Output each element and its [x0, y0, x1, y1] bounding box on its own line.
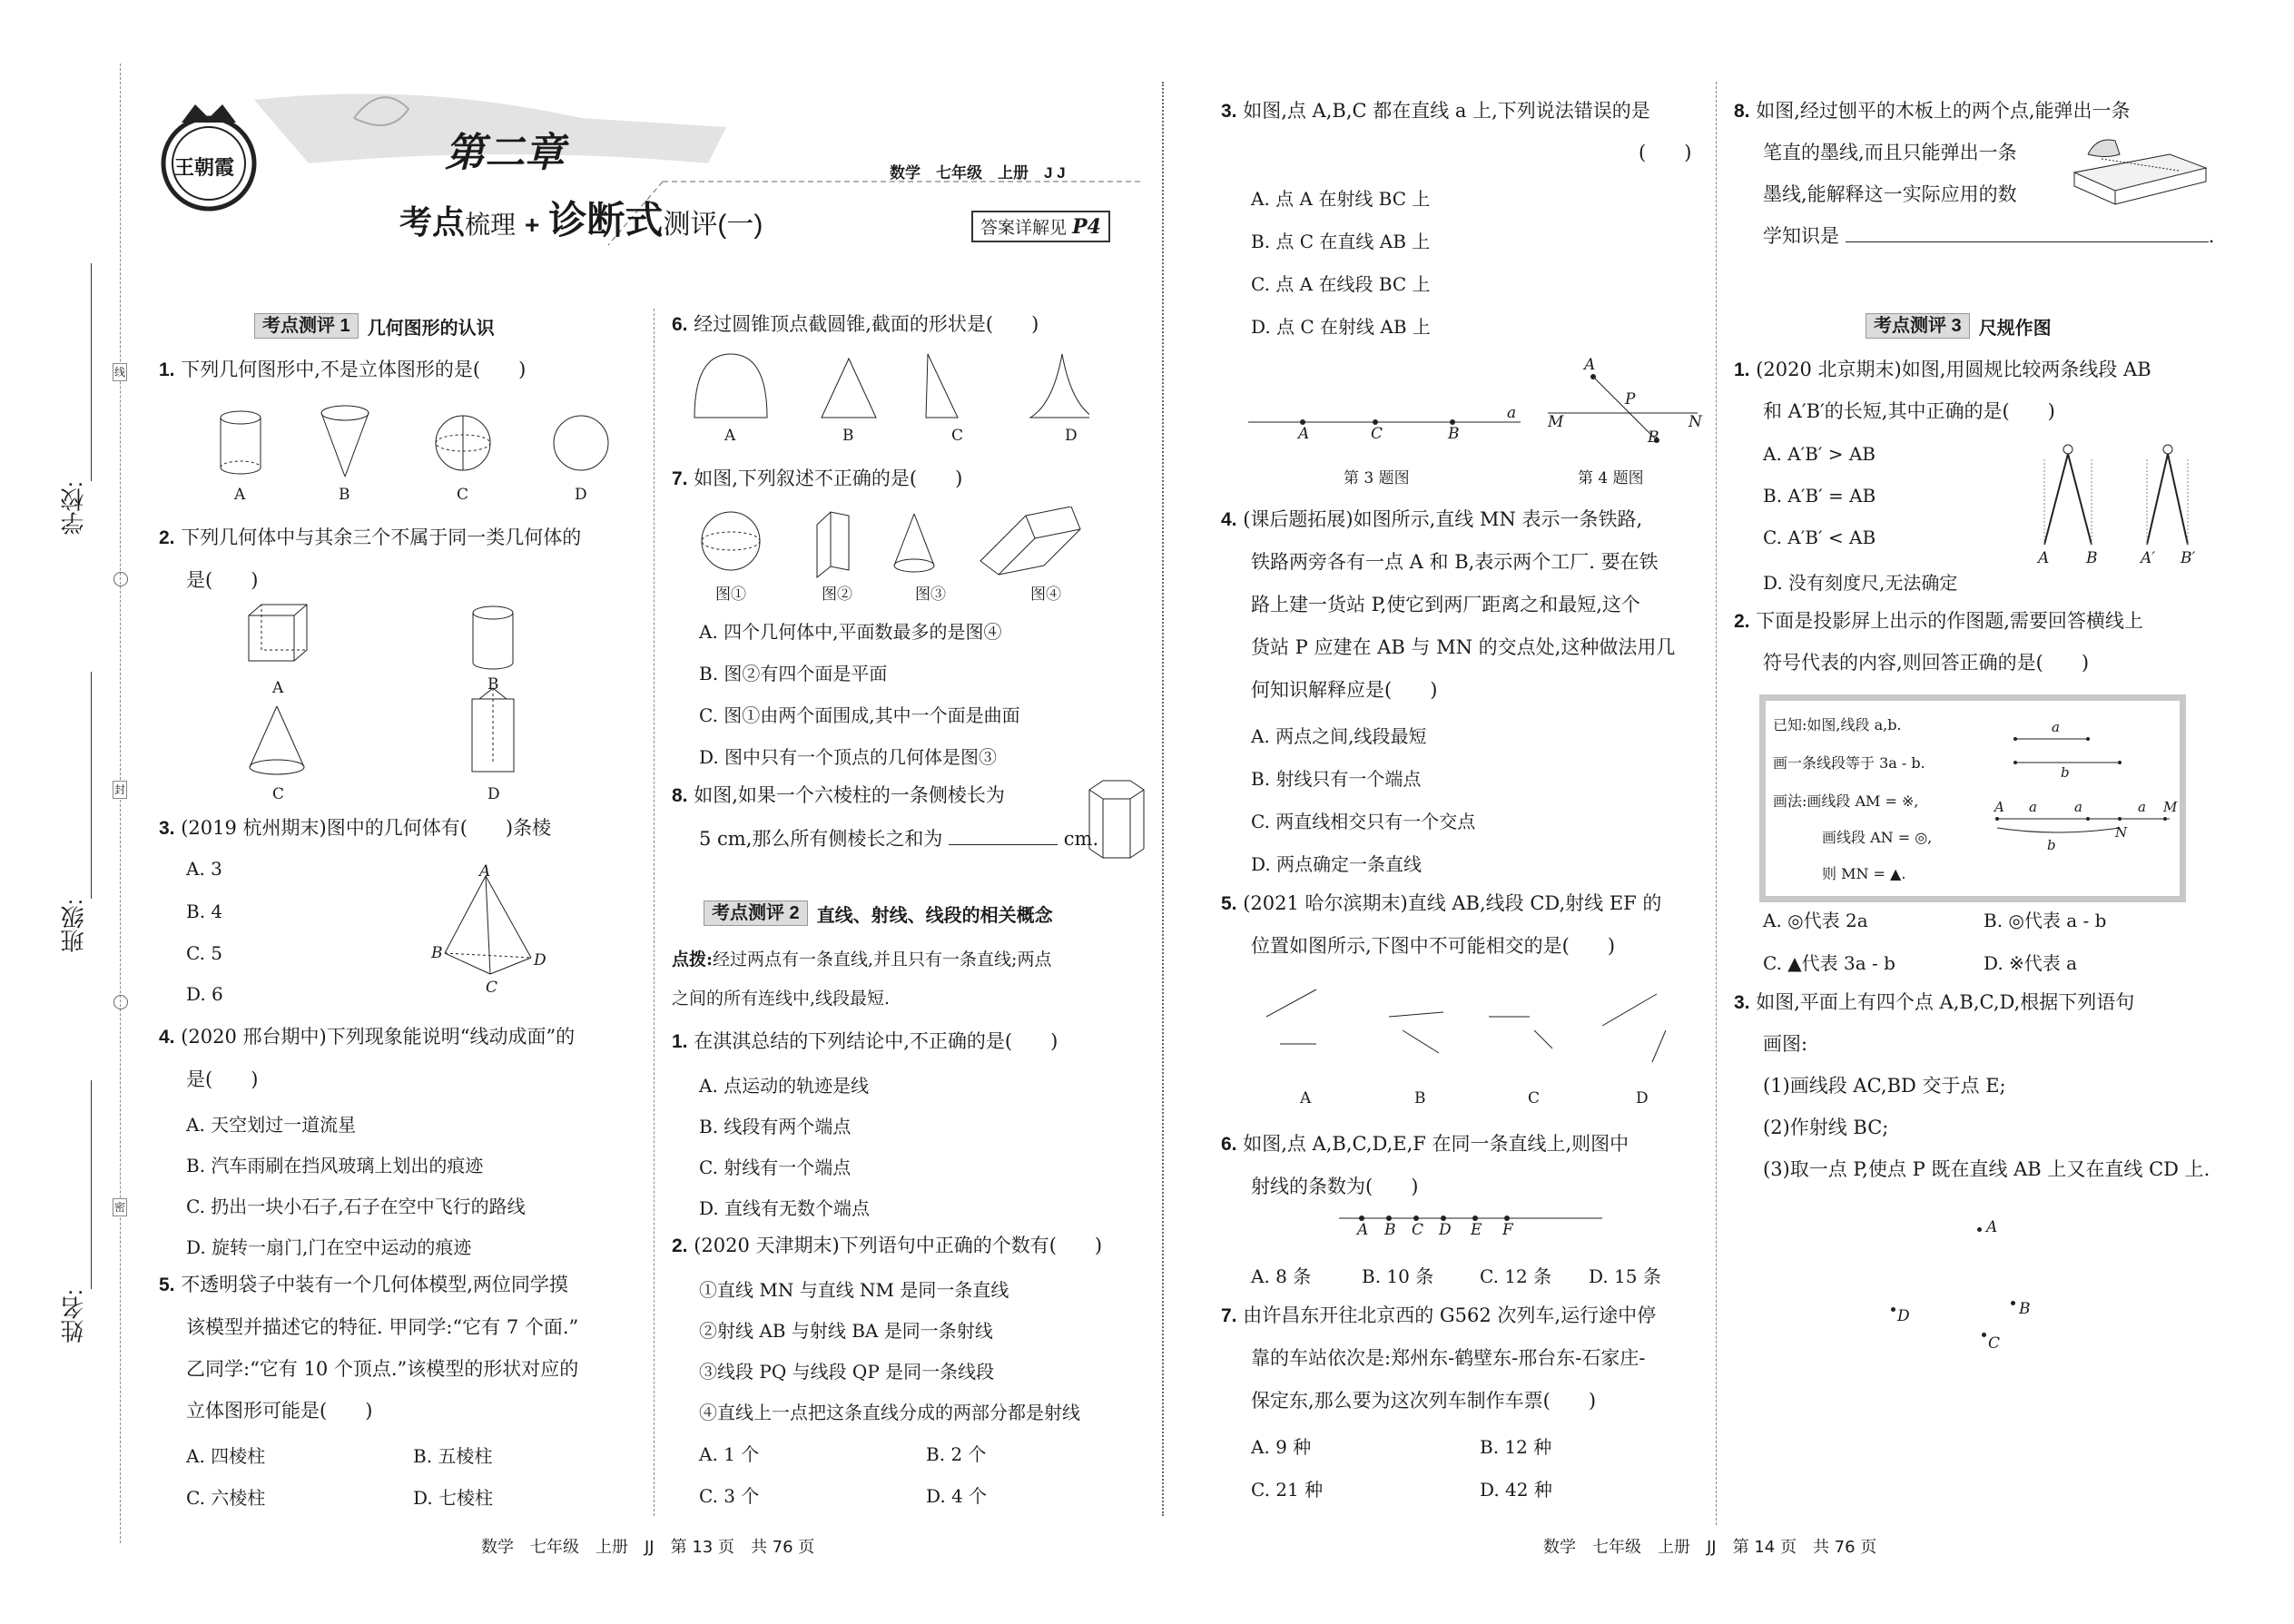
s2-q4-caption: 第 4 题图: [1578, 469, 1644, 487]
title-part2: 梳理: [465, 211, 517, 239]
s3-q1-pt-b: B: [2086, 549, 2098, 567]
s2-q4-line1: [1221, 508, 1642, 531]
s2-q8-num: 8.: [1734, 101, 1750, 122]
s2-q3-paren: ( ): [1639, 142, 1692, 163]
s3-q2-box-line3: 画法:画线段 AM = ※,: [1773, 792, 1919, 810]
s2-tip-label: 点拨:: [672, 950, 714, 969]
s2-q3-pt-line: a: [1507, 404, 1517, 422]
title-plus: +: [525, 211, 540, 239]
answer-ref-label: 答案详解见: [980, 218, 1068, 238]
s2-q3-pt-c: C: [1371, 425, 1383, 443]
column-divider-2: [1716, 82, 1717, 1525]
name-label: 姓名:: [60, 1289, 87, 1343]
s2-q6-opt-c[interactable]: C. 12 条: [1480, 1265, 1552, 1287]
footer-left: 数学 七年级 上册 JJ 第 13 页 共 76 页: [481, 1538, 815, 1557]
s1-q3-pt-d: D: [534, 951, 546, 969]
s2-q5-line2: 位置如图所示,下图中不可能相交的是( ): [1251, 935, 1616, 957]
s1-q1-label-c: C: [457, 486, 469, 504]
s3-q2-seg-a1: a: [2029, 799, 2037, 815]
s1-q2-num: 2.: [159, 527, 175, 548]
s1-q4-line2: 是( ): [186, 1068, 259, 1090]
s3-q1-pt-a2: A′: [2141, 549, 2156, 567]
s2-q2-num: 2.: [672, 1235, 688, 1256]
section3-heading: [1866, 313, 2052, 339]
title-part4: 测评(一): [663, 210, 763, 240]
s1-q8-text2b: cm.: [1063, 828, 1099, 850]
s2-q6-pt-e: E: [1471, 1221, 1482, 1239]
s2-q4-opt-a[interactable]: A. 两点之间,线段最短: [1251, 725, 1427, 747]
s3-q3-text1: 如图,平面上有四个点 A,B,C,D,根据下列语句: [1756, 991, 2135, 1013]
s2-q7-line1: [1221, 1304, 1656, 1327]
s1-q5-opt-d[interactable]: D. 七棱柱: [413, 1487, 494, 1509]
s2-q6-pt-a: A: [1357, 1221, 1369, 1239]
s1-q3-pt-a: A: [479, 862, 491, 881]
s1-q4-opt-d[interactable]: D. 旋转一扇门,门在空中运动的痕迹: [186, 1236, 472, 1258]
s1-q2-label-b: B: [487, 675, 499, 694]
s3-q2-projection-box: [1759, 694, 2186, 902]
s3-q1-opt-a[interactable]: A. A′B′ > AB: [1763, 443, 1876, 465]
s1-q6-label-a: A: [724, 427, 736, 445]
s1-q4-opt-c[interactable]: C. 扔出一块小石子,石子在空中飞行的路线: [186, 1196, 526, 1217]
s3-q2-line2: 符号代表的内容,则回答正确的是( ): [1763, 652, 2090, 674]
school-blank: [91, 263, 92, 481]
s1-q6-label-d: D: [1065, 427, 1078, 445]
s2-q2-opt-a[interactable]: A. 1 个: [699, 1443, 760, 1465]
s2-q8-line4: 学知识是 .: [1763, 225, 2215, 247]
s1-q1-label-b: B: [339, 486, 350, 504]
s3-q3-pt-b: B: [2019, 1300, 2031, 1318]
s1-q2-label-c: C: [272, 785, 285, 803]
s1-q8-line1: [672, 784, 1005, 807]
subject-tags: 数学 七年级 上册 J J: [890, 164, 1066, 182]
s2-q2-opt-d[interactable]: D. 4 个: [926, 1485, 988, 1507]
class-label: 班级:: [60, 899, 87, 953]
s1-q2-line2: 是( ): [186, 569, 259, 591]
s3-q2-seg-pt-m: M: [2163, 799, 2178, 815]
s3-q2-seg-a-top: a: [2052, 719, 2060, 735]
s1-q3-pt-b: B: [431, 944, 443, 962]
s1-q4-num: 4.: [159, 1027, 175, 1048]
s1-q8-line2: [699, 828, 1098, 850]
s2-q4-line4: 货站 P 应建在 AB 与 MN 的交点处,这种做法用几: [1251, 636, 1676, 658]
s1-q5-line3: 乙同学:“它有 10 个顶点.”该模型的形状对应的: [186, 1358, 579, 1380]
s1-q2-label-a: A: [272, 679, 284, 697]
s1-q1-text: 下列几何图形中,不是立体图形的是( ): [181, 359, 527, 380]
s1-q3-text: (2019 杭州期末)图中的几何体有( )条棱: [181, 817, 552, 839]
s1-q3: [159, 817, 551, 840]
s2-q2-item2: ②射线 AB 与射线 BA 是同一条射线: [699, 1320, 993, 1342]
s3-q2-num: 2.: [1734, 611, 1750, 632]
s2-q4-opt-d[interactable]: D. 两点确定一条直线: [1251, 853, 1423, 875]
s2-q3-opt-d[interactable]: D. 点 C 在射线 AB 上: [1251, 316, 1431, 338]
title-part1: 考点: [399, 203, 466, 241]
s2-q2-item4: ④直线上一点把这条直线分成的两部分都是射线: [699, 1402, 1080, 1423]
s3-q3-line2: 画图:: [1763, 1033, 1808, 1055]
s2-q1-text: 在淇淇总结的下列结论中,不正确的是( ): [694, 1030, 1058, 1052]
s1-q2-text1: 下列几何体中与其余三个不属于同一类几何体的: [181, 527, 582, 548]
s2-q5-num: 5.: [1221, 893, 1237, 914]
s1-q4-opt-b[interactable]: B. 汽车雨刷在挡风玻璃上划出的痕迹: [186, 1155, 484, 1176]
s2-q8-line2: 笔直的墨线,而且只能弹出一条: [1763, 142, 2017, 163]
s3-q2-box-segments: [1993, 728, 2174, 846]
s3-q3-line5: (3)取一点 P,使点 P 既在直线 AB 上又在直线 CD 上.: [1763, 1158, 2210, 1180]
s2-q2-text: (2020 天津期末)下列语句中正确的个数有( ): [694, 1235, 1103, 1256]
s2-q8-text4: 学知识是: [1763, 225, 1839, 247]
s2-q3-opt-a[interactable]: A. 点 A 在射线 BC 上: [1251, 188, 1431, 210]
s2-q5-text1: (2021 哈尔滨期末)直线 AB,线段 CD,射线 EF 的: [1243, 892, 1662, 914]
section1-badge: 考点测评 1: [254, 313, 359, 339]
s2-q4-line3: 路上建一货站 P,使它到两厂距离之和最短,这个: [1251, 594, 1640, 615]
s3-q2-seg-a3: a: [2138, 799, 2146, 815]
s2-q4-opt-c[interactable]: C. 两直线相交只有一个交点: [1251, 811, 1476, 832]
s1-q8-hexprism: [1080, 776, 1162, 867]
s2-q8-line1: [1734, 100, 2131, 123]
chapter-title: 第二章: [445, 131, 565, 175]
s2-q6-pt-c: C: [1412, 1221, 1424, 1239]
page-title: [399, 191, 763, 245]
s2-q6-pt-b: B: [1384, 1221, 1396, 1239]
s2-q6-opt-a[interactable]: A. 8 条: [1251, 1265, 1312, 1287]
s1-q7: [672, 468, 962, 490]
s3-q2-box-line1: 已知:如图,线段 a,b.: [1773, 716, 1902, 733]
s3-q2-seg-pt-a: A: [1994, 799, 2004, 815]
s1-q3-opt-b[interactable]: B. 4: [186, 901, 223, 922]
s1-q2-figures: [236, 599, 563, 790]
s2-q5-figures: [1262, 976, 1698, 1067]
s1-q4-line1: [159, 1026, 575, 1048]
s2-q4-pt-b: B: [1648, 428, 1659, 447]
s2-q7-text1: 由许昌东开往北京西的 G562 次列车,运行途中停: [1243, 1304, 1657, 1326]
s1-q3-opt-a[interactable]: A. 3: [186, 858, 222, 880]
class-blank: [91, 672, 92, 899]
s1-q8-text2a: 5 cm,那么所有侧棱长之和为: [699, 828, 943, 850]
s3-q2-box-line2: 画一条线段等于 3a - b.: [1773, 754, 1925, 772]
s1-q7-opt-c[interactable]: C. 图①由两个面围成,其中一个面是曲面: [699, 704, 1020, 726]
s2-q4-text1: (课后题拓展)如图所示,直线 MN 表示一条铁路,: [1243, 508, 1643, 530]
s2-q7-opt-b[interactable]: B. 12 种: [1480, 1436, 1552, 1458]
s3-q3-line1: [1734, 991, 2134, 1014]
s1-q6-label-c: C: [951, 427, 964, 445]
s1-q1-label-d: D: [575, 486, 587, 504]
s1-q7-figures: [699, 507, 1098, 579]
s2-q4-num: 4.: [1221, 509, 1237, 530]
s2-tip-line2: 之间的所有连线中,线段最短.: [672, 989, 891, 1009]
s2-q6-text1: 如图,点 A,B,C,D,E,F 在同一条直线上,则图中: [1243, 1133, 1629, 1155]
s3-q2-seg-a2: a: [2074, 799, 2082, 815]
logo-text: 王朝霞: [174, 156, 235, 180]
s1-q7-opt-a[interactable]: A. 四个几何体中,平面数最多的是图④: [699, 621, 1002, 643]
s3-q3-pt-a: A: [1986, 1218, 1998, 1236]
section3-badge: 考点测评 3: [1866, 313, 1970, 339]
s3-q1-line1: [1734, 359, 2151, 381]
section3-title: 尺规作图: [1978, 318, 2052, 339]
s1-q5-num: 5.: [159, 1275, 175, 1295]
s1-q2-line1: [159, 527, 581, 549]
s2-q6-line1: [1221, 1133, 1629, 1156]
seal-tag-2: 封: [113, 781, 127, 799]
s1-q7-fig1: 图①: [715, 586, 746, 604]
s1-q7-fig3: 图③: [915, 586, 946, 604]
s1-q2-label-d: D: [487, 785, 500, 803]
s2-q5-label-a: A: [1300, 1089, 1312, 1107]
s3-q1-num: 1.: [1734, 359, 1750, 380]
s3-q3-line4: (2)作射线 BC;: [1763, 1117, 1889, 1138]
s3-q2-seg-pt-n: N: [2115, 824, 2128, 841]
s1-q6-num: 6.: [672, 314, 688, 335]
s3-q3-point-d: [1891, 1307, 1895, 1312]
section2-title: 直线、射线、线段的相关概念: [816, 905, 1053, 926]
s1-q5-text1: 不透明袋子中装有一个几何体模型,两位同学摸: [181, 1274, 568, 1295]
s1-q7-opt-d[interactable]: D. 图中只有一个顶点的几何体是图③: [699, 746, 998, 768]
s2-q1-opt-b[interactable]: B. 线段有两个端点: [699, 1116, 852, 1137]
s1-q4-opt-a[interactable]: A. 天空划过一道流星: [186, 1114, 357, 1136]
s2-q4-line5: 何知识解释应是( ): [1251, 679, 1438, 701]
s2-tip1: 经过两点有一条直线,并且只有一条直线;两点: [713, 950, 1052, 969]
s2-tip-line1: [672, 950, 1051, 970]
section2-heading: [704, 901, 1053, 926]
s3-q1-compass-figs: [2033, 440, 2215, 558]
s1-q7-num: 7.: [672, 468, 688, 489]
s2-q3-pt-a: A: [1298, 425, 1310, 443]
s2-q5-label-c: C: [1528, 1089, 1541, 1107]
s2-q4-pt-n: N: [1689, 413, 1702, 431]
header: [145, 64, 1162, 254]
s2-q8-line3: 墨线,能解释这一实际应用的数: [1763, 183, 2017, 205]
s1-q3-opt-c[interactable]: C. 5: [186, 942, 223, 964]
s2-q5-label-d: D: [1636, 1089, 1649, 1107]
s1-q3-num: 3.: [159, 818, 175, 839]
s2-q6-line2: 射线的条数为( ): [1251, 1176, 1419, 1197]
s1-q7-fig4: 图④: [1030, 586, 1061, 604]
s1-q5-opt-c[interactable]: C. 六棱柱: [186, 1487, 266, 1509]
s1-q6-figures: [690, 349, 1089, 422]
s2-q7-num: 7.: [1221, 1305, 1237, 1326]
answer-ref: [971, 211, 1110, 242]
s1-q8-num: 8.: [672, 785, 688, 806]
s3-q3-point-a: [1977, 1227, 1982, 1232]
s1-q5-line1: [159, 1274, 568, 1296]
s2-q6-num: 6.: [1221, 1134, 1237, 1155]
binding-hole-2: [113, 995, 128, 1009]
s2-q4-pt-a: A: [1584, 356, 1596, 374]
binding-line: [120, 64, 121, 1543]
s1-q6: [672, 313, 1039, 336]
name-blank: [91, 1080, 92, 1289]
s2-q6-pt-f: F: [1502, 1221, 1513, 1239]
s2-q7-opt-d[interactable]: D. 42 种: [1480, 1479, 1552, 1501]
s1-q1: [159, 359, 526, 381]
s2-q1-opt-a[interactable]: A. 点运动的轨迹是线: [699, 1075, 870, 1097]
s3-q2-seg-b-bottom: b: [2047, 837, 2056, 853]
s1-q1-num: 1.: [159, 359, 175, 380]
s2-q4-pt-m: M: [1548, 413, 1564, 431]
s2-q6-opt-b[interactable]: B. 10 条: [1362, 1265, 1434, 1287]
s3-q1-opt-b[interactable]: B. A′B′ = AB: [1763, 485, 1876, 507]
s3-q2-opt-a[interactable]: A. ◎代表 2a: [1763, 910, 1868, 931]
seal-tag-1: 线: [113, 363, 127, 381]
s2-q7-line3: 保定东,那么要为这次列车制作车票( ): [1251, 1390, 1597, 1412]
s2-q1-opt-d[interactable]: D. 直线有无数个端点: [699, 1197, 871, 1219]
s3-q1-pt-a: A: [2038, 549, 2050, 567]
s3-q2-line1: [1734, 610, 2143, 633]
s2-q2-item3: ③线段 PQ 与线段 QP 是同一条线段: [699, 1361, 995, 1383]
s2-q7-line2: 靠的车站依次是:郑州东-鹤壁东-邢台东-石家庄-: [1251, 1347, 1646, 1369]
answer-ref-page: P4: [1072, 215, 1101, 239]
s2-q6-opt-d[interactable]: D. 15 条: [1589, 1265, 1661, 1287]
s2-q6-pt-d: D: [1439, 1221, 1452, 1239]
s1-q8-text1: 如图,如果一个六棱柱的一条侧棱长为: [694, 784, 1005, 806]
s2-q7-opt-a[interactable]: A. 9 种: [1251, 1436, 1312, 1458]
s2-q3-opt-b[interactable]: B. 点 C 在直线 AB 上: [1251, 231, 1431, 252]
s3-q3-pt-d: D: [1897, 1307, 1910, 1325]
s2-q3-num: 3.: [1221, 101, 1237, 122]
s1-q1-label-a: A: [234, 486, 246, 504]
s3-q3-line3: (1)画线段 AC,BD 交于点 E;: [1763, 1075, 2006, 1097]
s1-q8-blank[interactable]: [949, 844, 1058, 845]
s3-q2-box-line4: 画线段 AN = ◎,: [1822, 829, 1933, 846]
s1-q7-fig2: 图②: [822, 586, 852, 604]
s2-q4-opt-b[interactable]: B. 射线只有一个端点: [1251, 768, 1422, 790]
s3-q2-seg-b-top: b: [2061, 764, 2070, 781]
s2-q2-opt-b[interactable]: B. 2 个: [926, 1443, 987, 1465]
s3-q1-line2: 和 A′B′的长短,其中正确的是( ): [1763, 400, 2055, 422]
s2-q5-line1: [1221, 892, 1661, 915]
s3-q2-box-line5: 则 MN = ▲.: [1822, 865, 1906, 882]
section1-title: 几何图形的认识: [367, 318, 495, 339]
s2-q1-num: 1.: [672, 1031, 688, 1052]
s3-q2-text1: 下面是投影屏上出示的作图题,需要回答横线上: [1756, 610, 2143, 632]
s2-q8-blank[interactable]: [1846, 241, 2209, 242]
s2-q1-opt-c[interactable]: C. 射线有一个端点: [699, 1156, 852, 1178]
title-part3: 诊断式: [548, 199, 664, 241]
s2-q1: [672, 1030, 1058, 1053]
s1-q5-line4: 立体图形可能是( ): [186, 1400, 373, 1422]
s3-q3-num: 3.: [1734, 992, 1750, 1013]
s3-q3-point-b: [2011, 1301, 2015, 1305]
s2-q3-text: 如图,点 A,B,C 都在直线 a 上,下列说法错误的是: [1243, 100, 1650, 122]
s2-q8-text1: 如图,经过刨平的木板上的两个点,能弹出一条: [1756, 100, 2131, 122]
s2-q3-fig: [1248, 399, 1521, 445]
s1-q5-opt-a[interactable]: A. 四棱柱: [186, 1445, 266, 1467]
s2-q4-line2: 铁路两旁各有一点 A 和 B,表示两个工厂. 要在铁: [1251, 551, 1659, 573]
s1-q5-line2: 该模型并描述它的特征. 甲同学:“它有 7 个面.”: [186, 1316, 579, 1338]
s1-q3-pyramid: [436, 867, 545, 985]
s3-q1-opt-d[interactable]: D. 没有刻度尺,无法确定: [1763, 572, 1958, 594]
seal-tag-3: 密: [113, 1198, 127, 1216]
s2-q3: [1221, 100, 1650, 123]
footer-right: 数学 七年级 上册 JJ 第 14 页 共 76 页: [1543, 1538, 1877, 1557]
s3-q1-text1: (2020 北京期末)如图,用圆规比较两条线段 AB: [1756, 359, 2151, 380]
s2-q5-label-b: B: [1414, 1089, 1426, 1107]
s1-q6-label-b: B: [842, 427, 854, 445]
s1-q6-text: 经过圆锥顶点截圆锥,截面的形状是( ): [694, 313, 1039, 335]
s3-q3-point-c: [1982, 1333, 1986, 1337]
column-divider-1: [654, 309, 655, 1516]
s3-q2-opt-c[interactable]: C. ▲代表 3a - b: [1763, 952, 1895, 974]
s2-q3-opt-c[interactable]: C. 点 A 在线段 BC 上: [1251, 273, 1431, 295]
s2-q4-pt-p: P: [1625, 390, 1636, 408]
s1-q1-figures: [200, 399, 635, 490]
center-fold: [1162, 82, 1164, 1516]
s2-q3-caption: 第 3 题图: [1344, 469, 1410, 487]
s1-q7-text: 如图,下列叙述不正确的是( ): [694, 468, 963, 489]
s2-q2-opt-c[interactable]: C. 3 个: [699, 1485, 760, 1507]
s3-q3-pt-c: C: [1988, 1334, 2001, 1353]
s1-q3-pt-c: C: [486, 979, 498, 997]
s2-q8-board: [2070, 127, 2215, 209]
s3-q1-opt-c[interactable]: C. A′B′ < AB: [1763, 527, 1876, 548]
s2-q3-pt-b: B: [1448, 425, 1460, 443]
s2-q2-item1: ①直线 MN 与直线 NM 是同一条直线: [699, 1279, 1009, 1301]
section1-heading: [254, 313, 495, 339]
binding-hole-1: [113, 572, 128, 586]
s1-q3-opt-d[interactable]: D. 6: [186, 983, 223, 1005]
s2-q7-opt-c[interactable]: C. 21 种: [1251, 1479, 1324, 1501]
s3-q2-opt-d[interactable]: D. ※代表 a: [1984, 952, 2078, 974]
s2-q2: [672, 1235, 1102, 1257]
s1-q5-opt-b[interactable]: B. 五棱柱: [413, 1445, 493, 1467]
s1-q7-opt-b[interactable]: B. 图②有四个面是平面: [699, 663, 888, 684]
school-label: 学校:: [60, 481, 87, 536]
s3-q1-pt-b2: B′: [2181, 549, 2196, 567]
s3-q2-opt-b[interactable]: B. ◎代表 a - b: [1984, 910, 2107, 931]
s1-q4-text1: (2020 邢台期中)下列现象能说明“线动成面”的: [181, 1026, 576, 1048]
section2-badge: 考点测评 2: [704, 901, 808, 926]
